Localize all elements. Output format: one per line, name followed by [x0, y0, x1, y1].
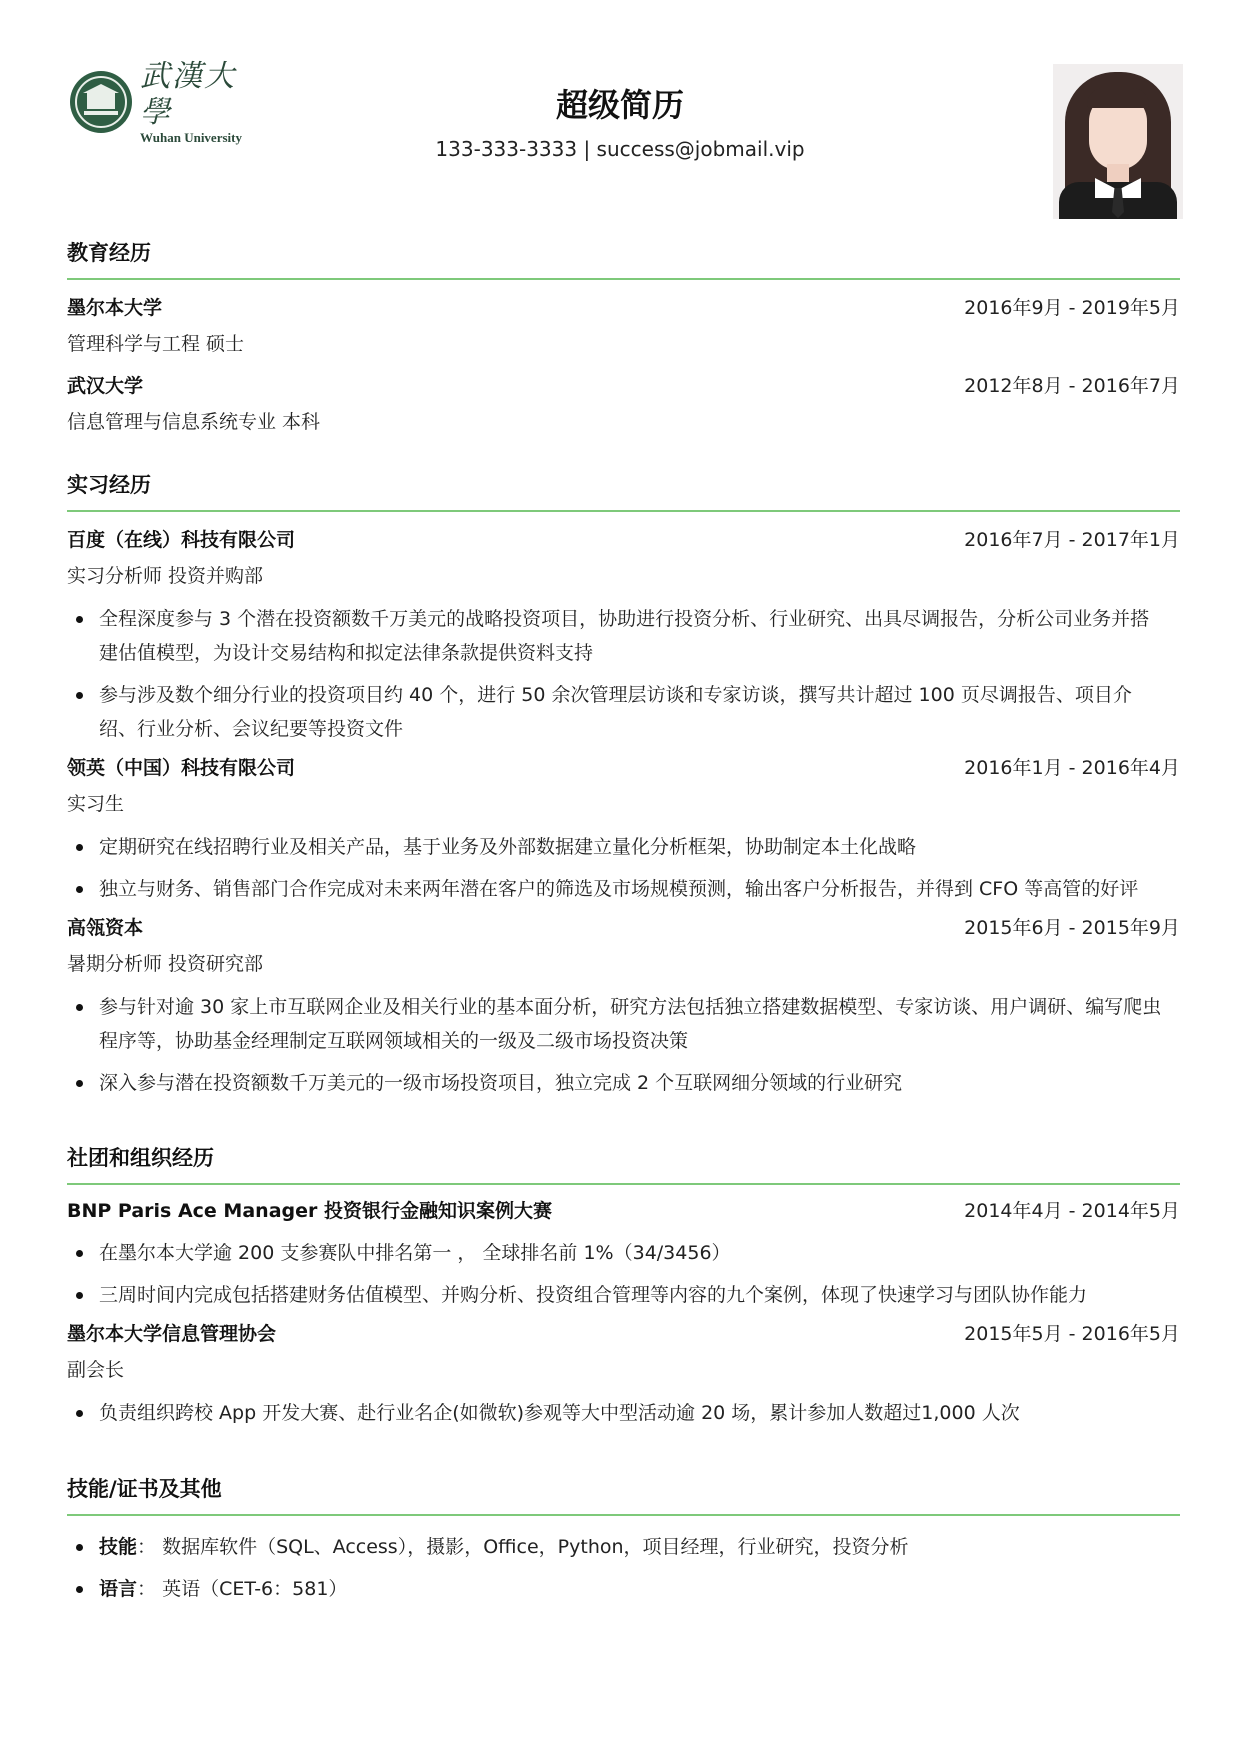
skill-label: 技能 — [99, 1536, 138, 1558]
section-title: 教育经历 — [67, 241, 151, 265]
date-range: 2012年8月 - 2016年7月 — [964, 375, 1180, 397]
education-entry — [67, 368, 1180, 440]
section-title: 实习经历 — [67, 473, 151, 497]
logo-name-cn: 武漢大學 — [140, 59, 236, 130]
internship-entry — [67, 910, 1180, 1100]
activity-name: BNP Paris Ace Manager 投资银行金融知识案例大赛 — [67, 1200, 552, 1222]
role-title: 副会长 — [67, 1359, 125, 1381]
skill-value: 英语（CET-6：581） — [162, 1578, 348, 1600]
skill-item: 技能： 数据库软件（SQL、Access），摄影，Office，Python，项目经理，行业研究，投资分析 — [67, 1530, 1180, 1564]
date-range: 2016年9月 - 2019年5月 — [964, 297, 1180, 319]
resume-title: 超级简历 — [555, 86, 684, 124]
role-title: 实习分析师 投资并购部 — [67, 565, 264, 587]
bullet-item: 参与针对逾 30 家上市互联网企业及相关行业的基本面分析，研究方法包括独立搭建数据模型、专家访谈、用户调研、编写爬虫 程序等，协助基金经理制定互联网领域相关的一级及二级市场投资决策 — [67, 990, 1180, 1058]
organization-entry — [67, 1193, 1180, 1312]
school-name: 墨尔本大学 — [67, 297, 163, 319]
profile-photo — [1053, 64, 1183, 219]
section-title: 技能/证书及其他 — [67, 1477, 222, 1501]
internship-entry — [67, 750, 1180, 906]
internship-section — [67, 470, 1180, 1100]
contact-info: 133-333-3333 | success@jobmail.vip — [435, 137, 805, 161]
activity-name: 墨尔本大学信息管理协会 — [67, 1323, 277, 1345]
role-title: 实习生 — [67, 793, 125, 815]
section-title: 社团和组织经历 — [67, 1146, 214, 1170]
date-range: 2016年1月 - 2016年4月 — [964, 757, 1180, 779]
date-range: 2015年5月 - 2016年5月 — [964, 1323, 1180, 1345]
bullet-item: 负责组织跨校 App 开发大赛、赴行业名企(如微软)参观等大中型活动逾 20 场，累计参加人数超过1,000 人次 — [67, 1396, 1180, 1430]
internship-entry — [67, 522, 1180, 746]
education-entry — [67, 290, 1180, 362]
company-name: 领英（中国）科技有限公司 — [67, 757, 296, 779]
bullet-item: 定期研究在线招聘行业及相关产品，基于业务及外部数据建立量化分析框架，协助制定本土化战略 — [67, 830, 1180, 864]
bullet-item: 深入参与潜在投资额数千万美元的一级市场投资项目，独立完成 2 个互联网细分领域的行业研究 — [67, 1066, 1180, 1100]
section-divider — [67, 1514, 1180, 1516]
education-section — [67, 238, 1180, 440]
skills-section — [67, 1474, 1180, 1606]
degree-detail: 信息管理与信息系统专业 本科 — [67, 411, 321, 433]
skill-value: 数据库软件（SQL、Access），摄影，Office，Python，项目经理，行业研究，投资分析 — [162, 1536, 909, 1558]
degree-detail: 管理科学与工程 硕士 — [67, 333, 245, 355]
organization-entry — [67, 1316, 1180, 1430]
school-name: 武汉大学 — [67, 375, 144, 397]
organization-section — [67, 1143, 1180, 1430]
date-range: 2014年4月 - 2014年5月 — [964, 1200, 1180, 1222]
skill-label: 语言 — [99, 1578, 138, 1600]
role-title: 暑期分析师 投资研究部 — [67, 953, 264, 975]
bullet-item: 参与涉及数个细分行业的投资项目约 40 个，进行 50 余次管理层访谈和专家访谈，撰写共计超过 100 页尽调报告、项目介 绍、行业分析、会议纪要等投资文件 — [67, 678, 1180, 746]
bullet-item: 全程深度参与 3 个潜在投资额数千万美元的战略投资项目，协助进行投资分析、行业研究、出具尽调报告，分析公司业务并搭 建估值模型，为设计交易结构和拟定法律条款提供资料支持 — [67, 602, 1180, 670]
date-range: 2016年7月 - 2017年1月 — [964, 529, 1180, 551]
language-item: 语言： 英语（CET-6：581） — [67, 1572, 1180, 1606]
date-range: 2015年6月 - 2015年9月 — [964, 917, 1180, 939]
company-name: 百度（在线）科技有限公司 — [67, 529, 296, 551]
logo-name-en: Wuhan University — [140, 130, 242, 145]
company-name: 高瓴资本 — [67, 917, 144, 939]
bullet-item: 三周时间内完成包括搭建财务估值模型、并购分析、投资组合管理等内容的九个案例，体现了快速学习与团队协作能力 — [67, 1278, 1180, 1312]
bullet-item: 在墨尔本大学逾 200 支参赛队中排名第一 ， 全球排名前 1%（34/3456） — [67, 1236, 1180, 1270]
bullet-item: 独立与财务、销售部门合作完成对未来两年潜在客户的筛选及市场规模预测，输出客户分析报告，并得到 CFO 等高管的好评 — [67, 872, 1180, 906]
